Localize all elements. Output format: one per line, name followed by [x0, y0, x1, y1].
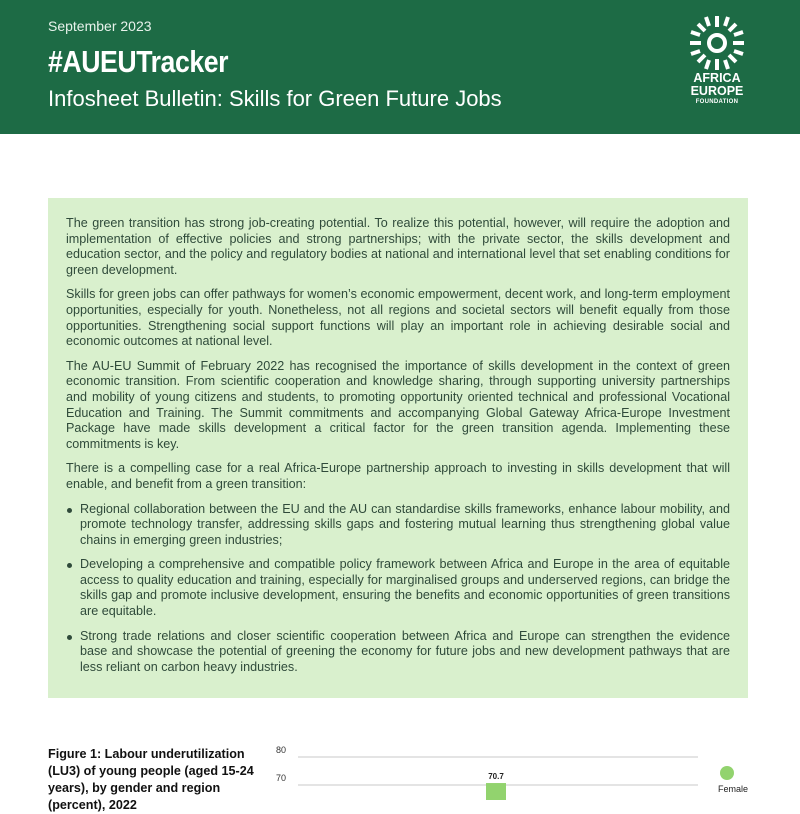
list-item-text: Developing a comprehensive and compatible policy framework between Africa and Europe in the area of equitable access to quality education and training, especially for marginalised groups and underserved regions, can bridge the skills gap and promote inclusive development, ensuring the benefits and economic opportunities of green transitions are equitable. [80, 557, 730, 619]
figure-caption: Figure 1: Labour underutilization (LU3) of young people (aged 15-24 years), by gender and region (percent), 2022 [48, 747, 254, 812]
africa-europe-foundation-logo [684, 14, 750, 106]
list-item [66, 502, 730, 549]
tracker-hashtag: #AUEUTracker [48, 44, 229, 79]
paragraph: There is a compelling case for a real Africa-Europe partnership approach to investing in skills development that will enable, and benefit from a green transition: [66, 461, 730, 491]
legend-label-female: Female [718, 784, 749, 794]
list-item [66, 629, 730, 676]
logo-text-africa: AFRICA [693, 71, 741, 85]
paragraph: The AU-EU Summit of February 2022 has recognised the importance of skills development in the context of green economic transition. From scientific cooperation and knowledge sharing, through supporting university partnerships and mobility of young citizens and students, to promoting opportunity oriented technical and professional Vocational Education and Training. The Summit commitments and accompanying Global Gateway Africa-Europe Investment Package have made skills development a critical factor for the green transition agenda. Implementing these commitments is key. [66, 358, 730, 451]
logo-text-europe: EUROPE [690, 84, 744, 98]
bar-data-label: 70.7 [488, 772, 504, 782]
y-tick-label: 70 [276, 773, 287, 783]
list-item-text: Regional collaboration between the EU and the AU can standardise skills frameworks, enhance labour mobility, and promote technology transfer, addressing skills gaps and fostering mutual learning thus strengthening global value chains in emerging green industries; [80, 501, 730, 547]
list-item-text: Strong trade relations and closer scientific cooperation between Africa and Europe can strengthen the evidence base and showcase the potential of greening the economy for future jobs and new development pathways that are less reliant on carbon heavy industries. [80, 628, 730, 674]
bullet-icon [67, 508, 72, 513]
bulletin-title: Infosheet Bulletin: Skills for Green Future Jobs [48, 86, 502, 111]
paragraph: The green transition has strong job-creating potential. To realize this potential, however, will require the adoption and implementation of effective policies and strong partnerships; with the private sector, the skills development and education sector, and the policy and regulatory bodies at national and international level that set enabling conditions for green development. [66, 216, 730, 277]
header-banner [0, 0, 800, 134]
bullet-list [66, 502, 730, 676]
paragraph: Skills for green jobs can offer pathways for women’s economic empowerment, decent work, and long-term employment opportunities, especially for youth. Nonetheless, not all regions and societal sectors will benefit equally from those opportunities. Strengthening social support functions will play an important role in achieving desirable social and economic outcomes at national level. [66, 287, 730, 349]
bar-female [486, 783, 506, 800]
bullet-icon [67, 563, 72, 568]
list-item [66, 557, 730, 619]
publication-date: September 2023 [48, 18, 152, 34]
foundation-emblem-icon [688, 14, 746, 72]
y-tick-label: 80 [276, 745, 287, 755]
legend-swatch-female [720, 766, 734, 780]
logo-text-foundation: FOUNDATION [695, 99, 739, 105]
bullet-icon [67, 635, 72, 640]
summary-box [48, 198, 748, 698]
